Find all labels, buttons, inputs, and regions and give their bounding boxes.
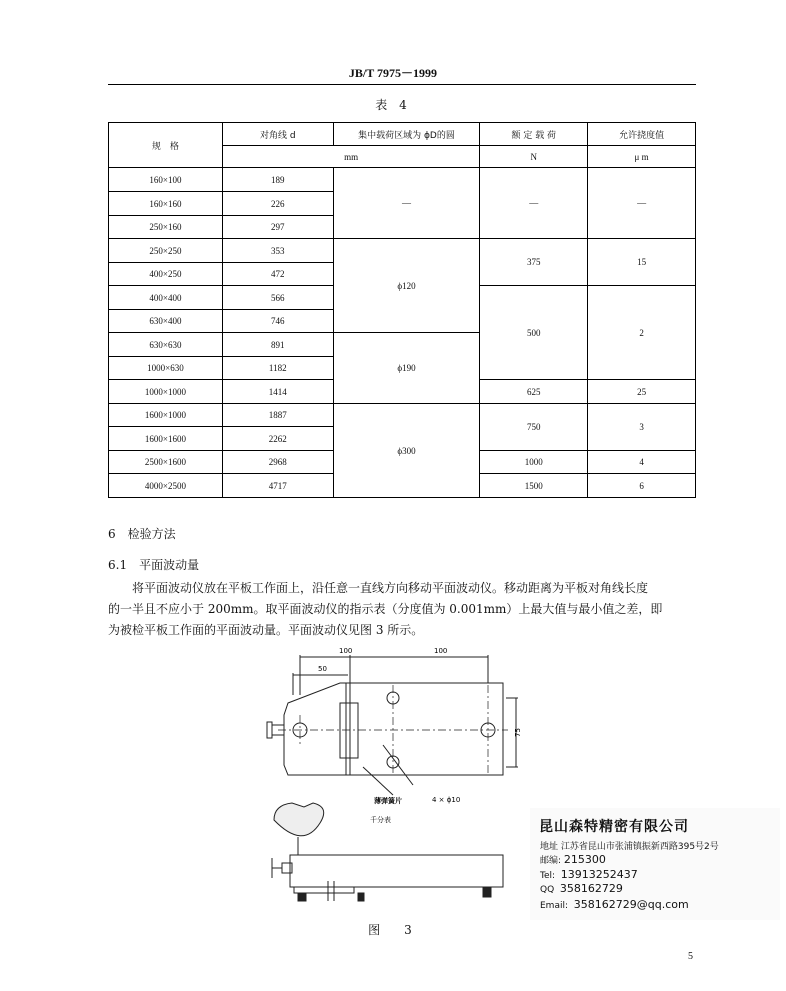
spec-table (108, 122, 696, 498)
rated-load-cell: 500 (480, 286, 588, 380)
company-address: 地址 江苏省昆山市张浦镇振新西路395号2号 (540, 842, 719, 852)
spec-cell: 630×630 (109, 333, 223, 357)
header-load-area: 集中载荷区域为 ϕD的圆 (333, 123, 480, 146)
rated-load-cell: — (480, 168, 588, 239)
deflection-cell: 6 (588, 474, 696, 498)
spec-cell: 1000×630 (109, 357, 223, 380)
diagonal-cell: 189 (222, 168, 333, 192)
tel-value: 13913252437 (560, 868, 638, 881)
deflection-cell: 3 (588, 404, 696, 451)
spec-cell: 630×400 (109, 310, 223, 333)
diagonal-cell: 353 (222, 239, 333, 263)
email-label: Email (540, 901, 565, 911)
rated-load-cell: 625 (480, 380, 588, 404)
figure-caption: 图 3 (368, 923, 418, 937)
diagonal-cell: 1182 (222, 357, 333, 380)
diagonal-cell: 297 (222, 216, 333, 239)
deflection-cell: 25 (588, 380, 696, 404)
rated-load-cell: 1500 (480, 474, 588, 498)
diagonal-cell: 746 (222, 310, 333, 333)
diagonal-cell: 2262 (222, 427, 333, 451)
section-6-1-heading: 6.1 平面波动量 (108, 558, 200, 572)
email-value: 358162729@qq.com (573, 898, 689, 911)
load-area-cell: — (333, 168, 480, 239)
label-spring: 薄弹簧片 (374, 797, 402, 805)
load-area-cell: ϕ190 (333, 333, 480, 404)
deflection-cell: 4 (588, 451, 696, 474)
diagonal-cell: 891 (222, 333, 333, 357)
spec-cell: 2500×1600 (109, 451, 223, 474)
dim-100-right: 100 (434, 647, 448, 655)
diagonal-cell: 2968 (222, 451, 333, 474)
paragraph-line: 为被检平板工作面的平面波动量。平面波动仪见图 3 所示。 (108, 623, 424, 637)
load-area-cell: ϕ120 (333, 239, 480, 333)
deflection-cell: 15 (588, 239, 696, 286)
spec-cell: 250×250 (109, 239, 223, 263)
dim-75: 75 (514, 728, 522, 737)
deflection-cell: 2 (588, 286, 696, 380)
spec-cell: 160×100 (109, 168, 223, 192)
flatness-gauge-drawing (258, 645, 522, 915)
page-number: 5 (688, 951, 693, 962)
section-6-heading: 6 检验方法 (108, 527, 176, 541)
diagonal-cell: 226 (222, 192, 333, 216)
header-diagonal: 对角线 d (222, 123, 333, 146)
diagonal-cell: 472 (222, 263, 333, 286)
header-deflection: 允许挠度值 (588, 123, 696, 146)
label-holes: 4 × ϕ10 (432, 796, 461, 804)
spec-cell: 160×160 (109, 192, 223, 216)
company-name: 昆山森特精密有限公司 (539, 819, 689, 835)
diagonal-cell: 566 (222, 286, 333, 310)
spec-cell: 1000×1000 (109, 380, 223, 404)
table-caption: 表 4 (375, 98, 411, 112)
header-rated-load: 额 定 载 荷 (480, 123, 588, 146)
header-rule (108, 84, 696, 85)
paragraph-line: 将平面波动仪放在平板工作面上，沿任意一直线方向移动平面波动仪。移动距离为平板对角线长度 (132, 581, 649, 595)
deflection-cell: — (588, 168, 696, 239)
document-header: JB/T 7975－1999 (348, 66, 438, 80)
tel-label: Tel (540, 871, 553, 881)
spec-cell: 1600×1600 (109, 427, 223, 451)
label-indicator: 千分表 (370, 816, 391, 824)
rated-load-cell: 375 (480, 239, 588, 286)
spec-cell: 250×160 (109, 216, 223, 239)
rated-load-cell: 1000 (480, 451, 588, 474)
paragraph-line: 的一半且不应小于 200mm。取平面波动仪的指示表（分度值为 0.001mm）上最大值与最小值之差，即 (108, 602, 663, 616)
diagonal-cell: 1887 (222, 404, 333, 427)
dim-50: 50 (318, 665, 327, 673)
company-stamp (530, 808, 780, 920)
postcode-value: 215300 (563, 853, 606, 866)
company-qq-line (540, 882, 623, 895)
load-area-cell: ϕ300 (333, 404, 480, 498)
unit-um: μ m (588, 146, 696, 168)
unit-n: N (480, 146, 588, 168)
company-tel-line: Tel: 13913252437 (540, 868, 638, 881)
dim-100-left: 100 (339, 647, 353, 655)
spec-cell: 1600×1000 (109, 404, 223, 427)
spec-cell: 400×400 (109, 286, 223, 310)
spec-cell: 4000×2500 (109, 474, 223, 498)
diagonal-cell: 4717 (222, 474, 333, 498)
company-email-line: Email: 358162729@qq.com (540, 898, 689, 911)
spec-cell: 400×250 (109, 263, 223, 286)
company-postcode-line: 邮编: 215300 (540, 853, 606, 866)
qq-value: 358162729 (559, 882, 623, 895)
method-paragraph (108, 578, 696, 641)
qq-label: QQ (540, 885, 555, 895)
unit-mm: mm (222, 146, 480, 168)
diagonal-cell: 1414 (222, 380, 333, 404)
rated-load-cell: 750 (480, 404, 588, 451)
header-spec: 规 格 (109, 123, 223, 168)
postcode-label: 邮编 (540, 856, 559, 866)
